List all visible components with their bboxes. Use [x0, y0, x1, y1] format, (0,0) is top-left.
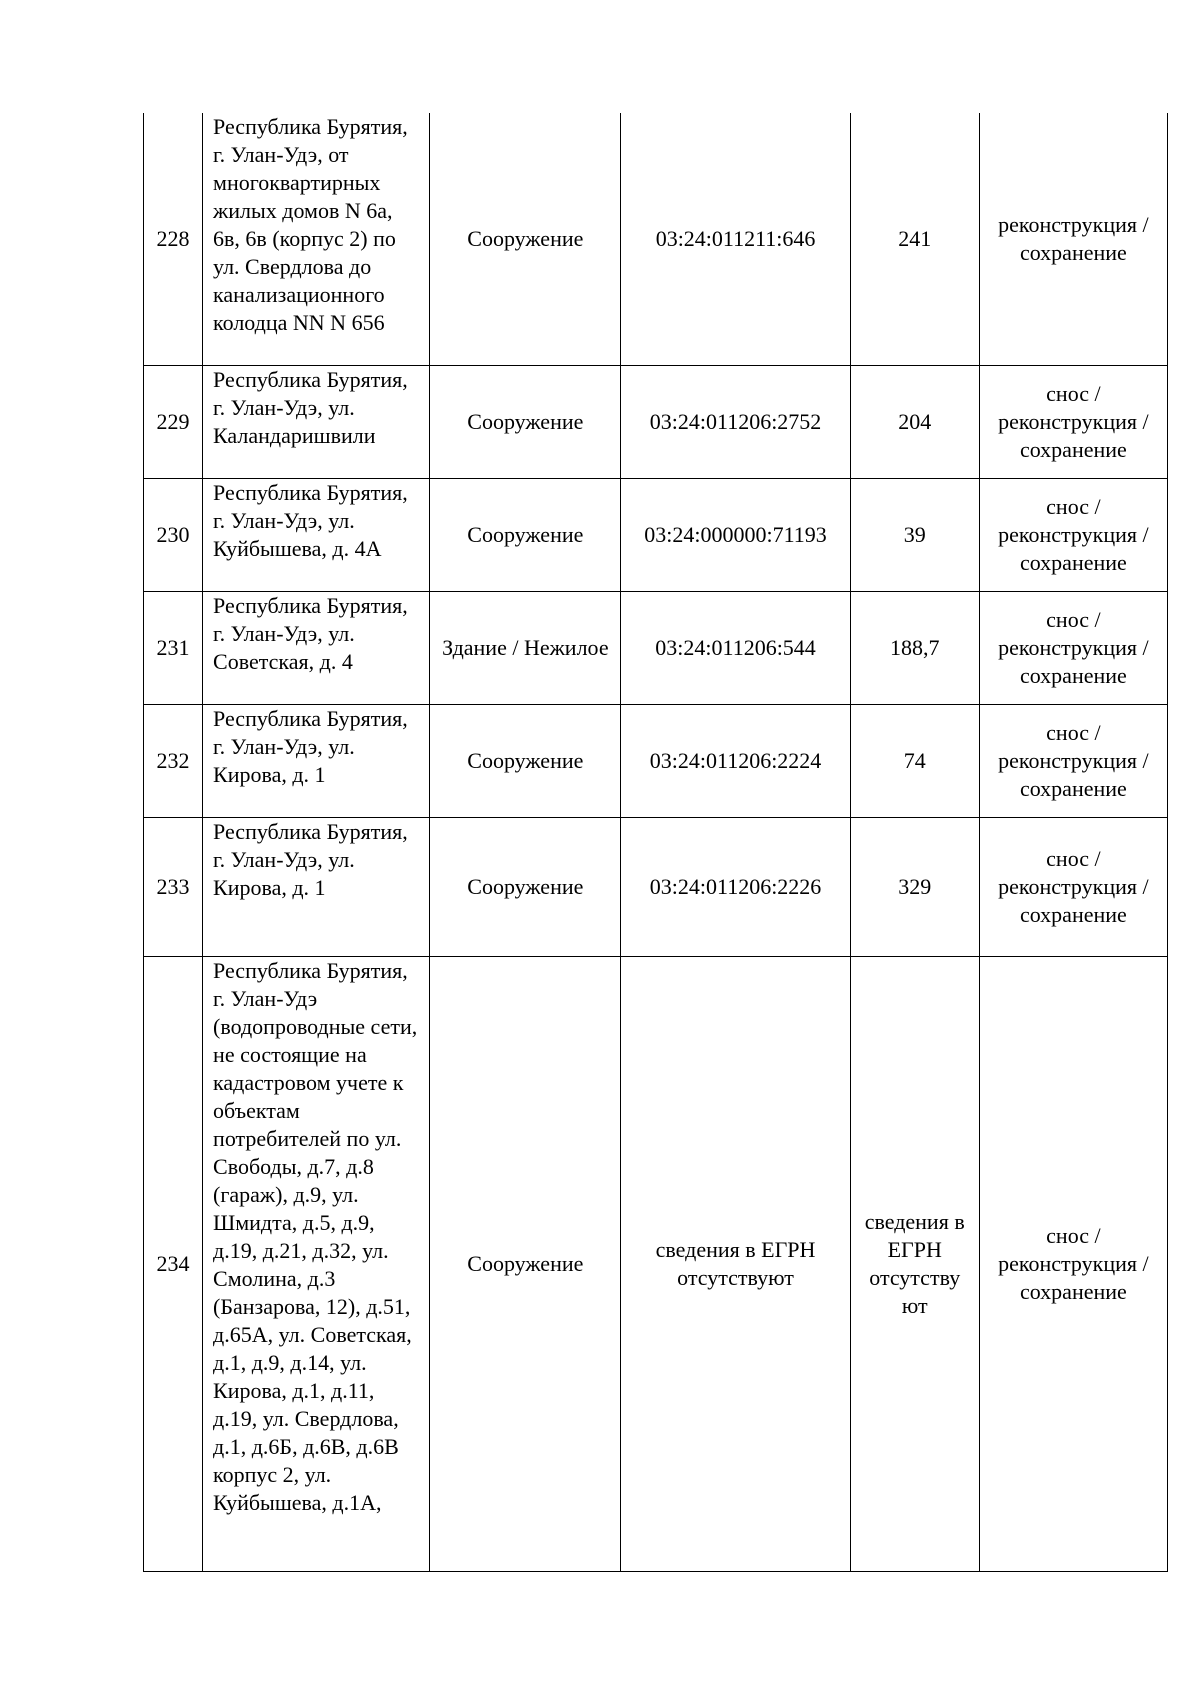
area-cell: 39: [850, 478, 979, 591]
object-type-cell: Сооружение: [430, 956, 621, 1571]
object-type-cell: Сооружение: [430, 113, 621, 365]
object-type-cell: Сооружение: [430, 704, 621, 817]
action-cell: снос / реконструкция / сохранение: [979, 591, 1167, 704]
cadastral-number-cell: 03:24:000000:71193: [621, 478, 850, 591]
address-cell: Республика Бурятия, г. Улан-Удэ, ул. Кирова, д. 1: [203, 704, 430, 817]
row-number: 229: [144, 365, 203, 478]
area-cell: 74: [850, 704, 979, 817]
area-cell: 241: [850, 113, 979, 365]
object-type-cell: Здание / Нежилое: [430, 591, 621, 704]
action-cell: реконструкция / сохранение: [979, 113, 1167, 365]
table-row: [144, 113, 1168, 365]
area-cell: 329: [850, 817, 979, 956]
area-cell: сведения в ЕГРН отсутству ют: [850, 956, 979, 1571]
address-cell: Республика Бурятия, г. Улан-Удэ, ул. Советская, д. 4: [203, 591, 430, 704]
table-row: [144, 591, 1168, 704]
cadastral-number-cell: 03:24:011206:2752: [621, 365, 850, 478]
action-cell: снос / реконструкция / сохранение: [979, 956, 1167, 1571]
cadastral-number-cell: 03:24:011211:646: [621, 113, 850, 365]
row-number: 231: [144, 591, 203, 704]
table-row: [144, 817, 1168, 956]
address-cell: Республика Бурятия, г. Улан-Удэ, ул. Куйбышева, д. 4А: [203, 478, 430, 591]
cadastral-number-cell: 03:24:011206:2224: [621, 704, 850, 817]
action-cell: снос / реконструкция / сохранение: [979, 704, 1167, 817]
table-row: [144, 478, 1168, 591]
cadastral-number-cell: 03:24:011206:544: [621, 591, 850, 704]
object-type-cell: Сооружение: [430, 365, 621, 478]
address-cell: Республика Бурятия, г. Улан-Удэ, от многоквартирных жилых домов N 6а, 6в, 6в (корпус 2) по ул. Свердлова до канализационного колодца NN N 656: [203, 113, 430, 365]
row-number: 228: [144, 113, 203, 365]
area-cell: 188,7: [850, 591, 979, 704]
table-row: [144, 365, 1168, 478]
object-type-cell: Сооружение: [430, 478, 621, 591]
cadastral-number-cell: 03:24:011206:2226: [621, 817, 850, 956]
action-cell: снос / реконструкция / сохранение: [979, 478, 1167, 591]
table-row: [144, 704, 1168, 817]
row-number: 230: [144, 478, 203, 591]
property-registry-table: [143, 113, 1168, 1572]
row-number: 234: [144, 956, 203, 1571]
row-number: 233: [144, 817, 203, 956]
action-cell: снос / реконструкция / сохранение: [979, 817, 1167, 956]
object-type-cell: Сооружение: [430, 817, 621, 956]
cadastral-number-cell: сведения в ЕГРН отсутствуют: [621, 956, 850, 1571]
row-number: 232: [144, 704, 203, 817]
address-cell: Республика Бурятия, г. Улан-Удэ (водопроводные сети, не состоящие на кадастровом учете к объектам потребителей по ул. Свободы, д.7, д.8 (гараж), д.9, ул. Шмидта, д.5, д.9, д.19, д.21, д.32, ул. Смолина, д.3 (Банзарова, 12), д.51, д.65А, ул. Советская, д.1, д.9, д.14, ул. Кирова, д.1, д.11, д.19, ул. Свердлова, д.1, д.6Б, д.6В, д.6В корпус 2, ул. Куйбышева, д.1А,: [203, 956, 430, 1571]
address-cell: Республика Бурятия, г. Улан-Удэ, ул. Каландаришвили: [203, 365, 430, 478]
area-cell: 204: [850, 365, 979, 478]
action-cell: снос / реконструкция / сохранение: [979, 365, 1167, 478]
address-cell: Республика Бурятия, г. Улан-Удэ, ул. Кирова, д. 1: [203, 817, 430, 956]
table-row: [144, 956, 1168, 1571]
